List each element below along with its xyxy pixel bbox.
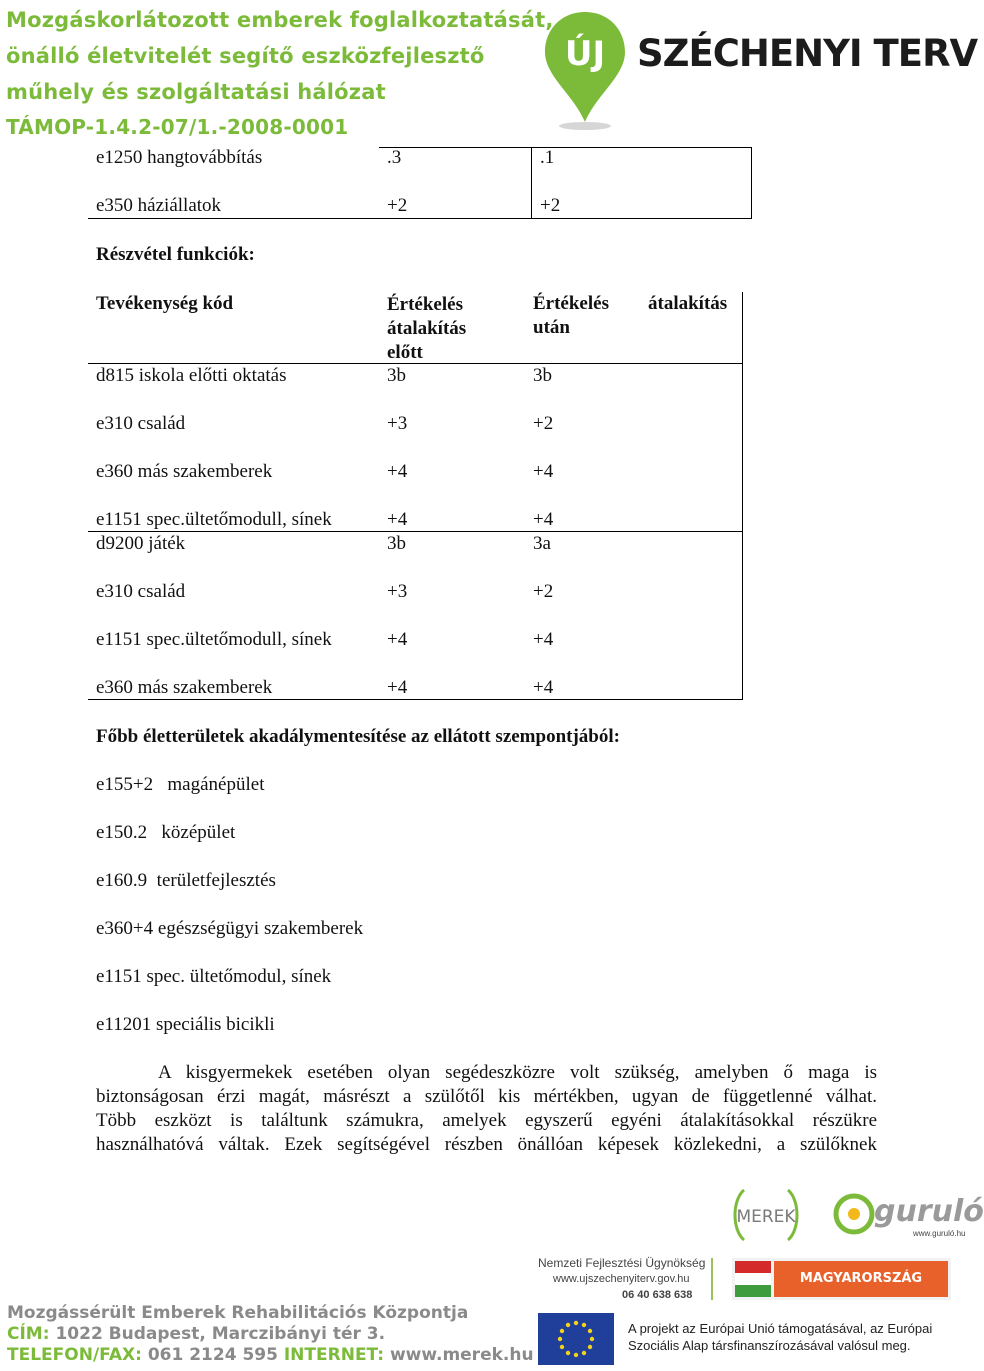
nfu-name: Nemzeti Fejlesztési Ügynökség bbox=[538, 1256, 706, 1270]
gurulo-wheel-icon bbox=[832, 1192, 876, 1236]
footer-internet-label: INTERNET: bbox=[283, 1345, 385, 1365]
footer-address-value: 1022 Budapest, Marczibányi tér 3. bbox=[55, 1324, 386, 1344]
table2-g1-r4-after: +4 bbox=[533, 509, 554, 530]
footer-phone-label: TELEFON/FAX: bbox=[7, 1345, 142, 1365]
list-item: e160.9 területfejlesztés bbox=[96, 870, 276, 891]
table1-r1-c2: .3 bbox=[387, 147, 402, 168]
paragraph-line-3: Több eszközt is találtunk számukra, amelyek egyszerű egyéni átalakításokkal részükre bbox=[96, 1110, 877, 1131]
table2-bottom-border bbox=[88, 699, 743, 700]
table1-top-border bbox=[379, 147, 752, 148]
list-item: e155+2 magánépület bbox=[96, 774, 265, 795]
eu-support-line1: A projekt az Európai Unió támogatásával, az Európai bbox=[628, 1321, 933, 1336]
section-title-accessibility: Főbb életterületek akadálymentesítése az ellátott szempontjából: bbox=[96, 726, 620, 747]
table2-header-after-word3: után bbox=[533, 317, 570, 338]
nfu-phone: 06 40 638 638 bbox=[622, 1289, 693, 1301]
table2-g2-r1-before: 3b bbox=[387, 533, 406, 554]
merek-logo bbox=[730, 1186, 802, 1244]
list-item: e150.2 középület bbox=[96, 822, 236, 843]
section-title-participation: Részvétel funkciók: bbox=[96, 244, 255, 265]
flag-green-stripe bbox=[735, 1285, 771, 1297]
table1-r2-c1: e350 háziállatok bbox=[96, 195, 222, 216]
szechenyi-terv-logo: SZÉCHENYI TERV bbox=[637, 32, 978, 75]
table2-g1-r2-code: e310 család bbox=[96, 413, 186, 434]
table2-g1-r4-before: +4 bbox=[387, 509, 408, 530]
header-line-2: önálló életvitelét segítő eszközfejlesztő bbox=[6, 44, 485, 68]
footer-phone-value: 061 2124 595 bbox=[147, 1345, 278, 1365]
table1-right-border bbox=[751, 147, 752, 219]
table2-g2-r2-code: e310 család bbox=[96, 581, 186, 602]
list-item: e11201 speciális bicikli bbox=[96, 1014, 275, 1035]
table2-g2-r1-code: d9200 játék bbox=[96, 533, 186, 554]
footer-contact bbox=[7, 1345, 534, 1365]
table2-header-activity-code: Tevékenység kód bbox=[96, 293, 234, 314]
header-line-1: Mozgáskorlátozott emberek foglalkoztatását, bbox=[6, 8, 554, 32]
table1-r1-c3: .1 bbox=[540, 147, 555, 168]
table2-g1-r1-code: d815 iskola előtti oktatás bbox=[96, 365, 287, 386]
table2-header-before-line2: átalakítás bbox=[387, 318, 467, 339]
table2-g1-r2-after: +2 bbox=[533, 413, 554, 434]
flag-red-stripe bbox=[735, 1261, 771, 1273]
table2-g2-r2-before: +3 bbox=[387, 581, 408, 602]
table2-right-border bbox=[742, 292, 743, 700]
table2-group-divider bbox=[88, 531, 743, 532]
eu-flag-icon bbox=[538, 1313, 614, 1365]
table2-g2-r4-after: +4 bbox=[533, 677, 554, 698]
body-paragraph bbox=[96, 1061, 877, 1157]
table1-col-divider bbox=[531, 147, 532, 219]
magyarorszag-megujul-banner bbox=[732, 1258, 951, 1322]
footer-address-label: CÍM: bbox=[7, 1324, 50, 1344]
table2-g1-r3-before: +4 bbox=[387, 461, 408, 482]
table2-header-before-line3: előtt bbox=[387, 342, 423, 363]
table1-bottom-border bbox=[88, 218, 752, 219]
paragraph-line-2: biztonságosan érzi magát, másrészt a szülőtől kis mértékben, ugyan de függetlenné válhat. bbox=[96, 1086, 877, 1107]
flag-white-stripe bbox=[735, 1273, 771, 1285]
table2-g2-r3-after: +4 bbox=[533, 629, 554, 650]
project-code: TÁMOP-1.4.2-07/1.-2008-0001 bbox=[6, 115, 349, 139]
gurulo-logo-text: guruló bbox=[874, 1194, 984, 1229]
eu-support-line2: Szociális Alap társfinanszírozásával valósul meg. bbox=[628, 1338, 911, 1353]
footer-internet-value: www.merek.hu bbox=[389, 1345, 534, 1365]
table2-g2-r3-code: e1151 spec.ültetőmodull, sínek bbox=[96, 629, 332, 650]
table2-g2-r4-before: +4 bbox=[387, 677, 408, 698]
table2-g1-r3-after: +4 bbox=[533, 461, 554, 482]
uj-pin-logo bbox=[543, 10, 627, 130]
table2-header-before bbox=[387, 293, 466, 365]
footer-org-name: Mozgássérült Emberek Rehabilitációs Központja bbox=[7, 1303, 469, 1323]
paragraph-line-1: A kisgyermekek esetében olyan segédeszközre volt szükség, amelyben ő maga is bbox=[158, 1062, 877, 1083]
table2-g2-r4-code: e360 más szakemberek bbox=[96, 677, 273, 698]
table1-r2-c2: +2 bbox=[387, 195, 408, 216]
header-line-3: műhely és szolgáltatási hálózat bbox=[6, 80, 386, 104]
table2-g1-r2-before: +3 bbox=[387, 413, 408, 434]
footer-address bbox=[7, 1324, 385, 1344]
table2-g2-r2-after: +2 bbox=[533, 581, 554, 602]
list-item: e1151 spec. ültetőmodul, sínek bbox=[96, 966, 332, 987]
merek-logo-text: MEREK bbox=[736, 1207, 796, 1227]
table1-r2-c3: +2 bbox=[540, 195, 561, 216]
nfu-url: www.ujszechenyiterv.gov.hu bbox=[553, 1273, 690, 1285]
table2-header-before-line1: Értékelés bbox=[387, 294, 463, 315]
table2-g1-r3-code: e360 más szakemberek bbox=[96, 461, 273, 482]
table2-header-after-word1: Értékelés bbox=[533, 293, 609, 314]
footer-divider bbox=[711, 1258, 713, 1300]
table2-g2-r1-after: 3a bbox=[533, 533, 551, 554]
table2-g1-r4-code: e1151 spec.ültetőmodull, sínek bbox=[96, 509, 332, 530]
list-item: e360+4 egészségügyi szakemberek bbox=[96, 918, 364, 939]
gurulo-url: www.guruló.hu bbox=[913, 1229, 966, 1238]
table2-g1-r1-before: 3b bbox=[387, 365, 406, 386]
mm-banner-text: MAGYARORSZÁG MEGÚJUL bbox=[774, 1261, 948, 1297]
table1-r1-c1: e1250 hangtovábbítás bbox=[96, 147, 263, 168]
paragraph-line-4: használhatóvá váltak. Ezek segítségével részben önállóan képesek közlekedni, a szülőknek bbox=[96, 1134, 877, 1155]
table2-header-after-word2: átalakítás bbox=[648, 293, 728, 314]
table2-g1-r1-after: 3b bbox=[533, 365, 552, 386]
table2-g2-r3-before: +4 bbox=[387, 629, 408, 650]
uj-pin-text: ÚJ bbox=[564, 34, 606, 74]
